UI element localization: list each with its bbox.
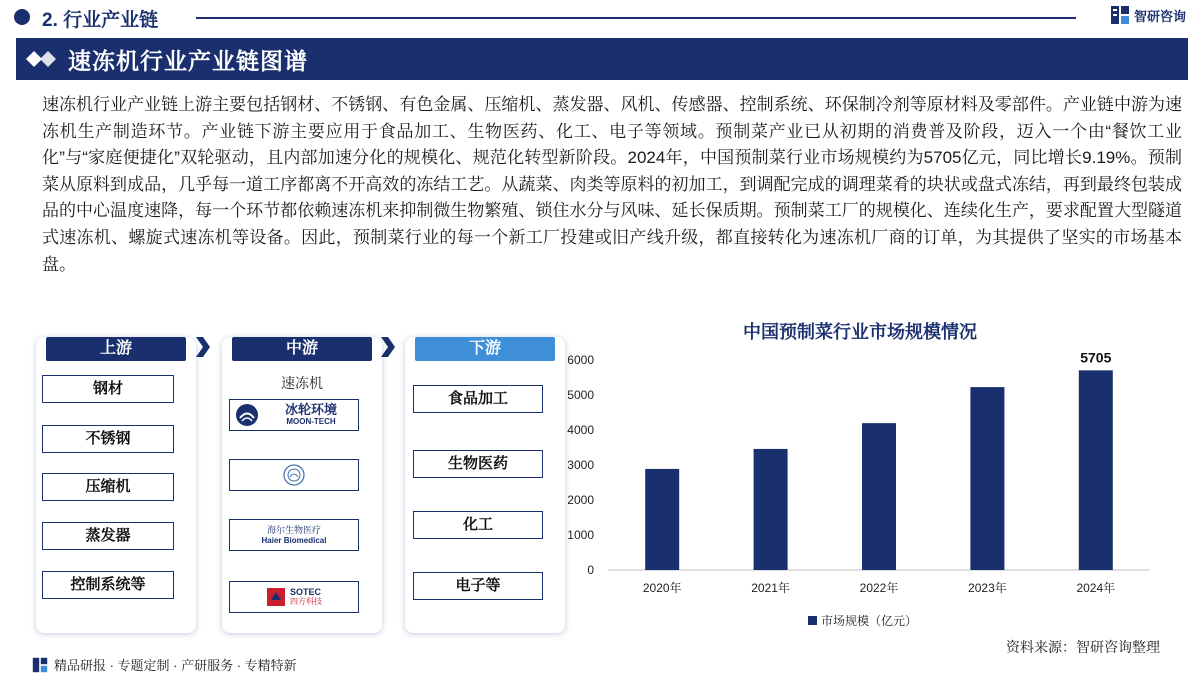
upstream-column [36,337,196,633]
y-tick-label: 4000 [567,423,594,437]
bar [645,469,679,570]
bar [970,387,1004,570]
brand-logo-icon [1110,5,1130,25]
chevron-right-icon [196,337,210,357]
x-tick-label: 2021年 [751,581,790,595]
company-logo-moon-tech [229,399,359,431]
data-label: 5705 [1080,349,1112,366]
company-logo-sotec [229,581,359,613]
upstream-item: 压缩机 [42,473,174,501]
bar-chart [560,340,1160,636]
y-tick-label: 5000 [567,388,594,402]
logo-name: SOTEC [290,587,322,597]
x-tick-label: 2024年 [1076,581,1116,595]
y-tick-label: 0 [587,563,594,577]
sotec-logo-icon [266,587,286,607]
upstream-header: 上游 [46,337,186,361]
x-tick-label: 2022年 [859,581,899,595]
x-tick-label: 2020年 [642,581,682,595]
page-header [0,0,1200,36]
circle-emblem-logo-icon [282,463,306,487]
bar [1079,370,1113,570]
company-logo-emblem [229,459,359,491]
source-note: 资料来源：智研咨询整理 [1006,639,1160,655]
moon-tech-text [264,402,358,427]
midstream-label: 速冻机 [281,375,323,391]
footer-text: 精品研报 · 专题定制 · 产研服务 · 专精特新 [54,658,297,673]
upstream-item: 蒸发器 [42,522,174,550]
y-tick-label: 1000 [567,528,594,542]
downstream-header: 下游 [415,337,555,361]
body-paragraph: 速冻机行业产业链上游主要包括钢材、不锈钢、有色金属、压缩机、蒸发器、风机、传感器、控制系统、环保制冷剂等原材料及零部件。产业链中游为速冻机生产制造环节。产业链下游主要应用于食品加工、生物医药、化工、电子等领域。预制菜产业已从初期的消费普及阶段，迈入一个由“餐饮工业化”与“家庭便捷化”双轮驱动，且内部加速分化的规模化、规范化转型新阶段。2024年，中国预制菜行业市场规模约为5705亿元，同比增长9.19%。预制菜从原料到成品，几乎每一道工序都离不开高效的冻结工艺。从蔬菜、肉类等原料的初加工，到调配完成的调理菜肴的块状或盘式冻结，再到最终包装成品的中心温度速降，每一个环节都依赖速冻机来抑制微生物繁殖、锁住水分与风味、延长保质期。预制菜工厂的规模化、连续化生产，要求配置大型隧道式速冻机、螺旋式速冻机等设备。因此，预制菜行业的每一个新工厂投建或旧产线升级，都直接转化为速冻机厂商的订单，为其提供了坚实的市场基本盘。 [42,95,1182,274]
downstream-item: 生物医药 [413,450,543,478]
legend-swatch [808,616,817,625]
bar [862,423,896,570]
title-bar [16,38,1188,80]
logo-subname: Haier Biomedical [261,535,327,545]
x-tick-label: 2023年 [968,581,1007,595]
chevron-right-icon [381,337,395,357]
y-tick-label: 6000 [567,353,594,367]
brand-name: 智研咨询 [1133,8,1186,24]
sotec-text [290,587,322,607]
downstream-column [405,337,565,633]
header-divider [196,17,1076,19]
bar [754,449,788,570]
midstream-header: 中游 [232,337,372,361]
downstream-item: 电子等 [413,572,543,600]
diamond-icon [26,49,62,69]
midstream-column [222,337,382,633]
logo-subname: MOON-TECH [286,417,336,426]
haier-biomedical-logo-icon [262,525,327,546]
y-tick-label: 2000 [567,493,594,507]
logo-name: 冰轮环境 [284,402,337,417]
page-title: 速冻机行业产业链图谱 [68,47,308,74]
upstream-item: 不锈钢 [42,425,174,453]
y-tick-label: 3000 [567,458,594,472]
downstream-item: 食品加工 [413,385,543,413]
brand-logo-icon [32,657,48,673]
section-bullet-icon [14,9,30,25]
upstream-item: 钢材 [42,375,174,403]
downstream-item: 化工 [413,511,543,539]
page-footer [32,655,297,674]
logo-subname: 四方科技 [290,597,322,606]
chart-title: 中国预制菜行业市场规模情况 [743,322,977,342]
section-title: 2. 行业产业链 [42,10,159,31]
upstream-item: 控制系统等 [42,571,174,599]
logo-name: 海尔生物医疗 [266,524,321,535]
brand [1110,5,1186,25]
legend-label: 市场规模（亿元） [821,614,918,628]
company-logo-haier-biomedical [229,519,359,551]
